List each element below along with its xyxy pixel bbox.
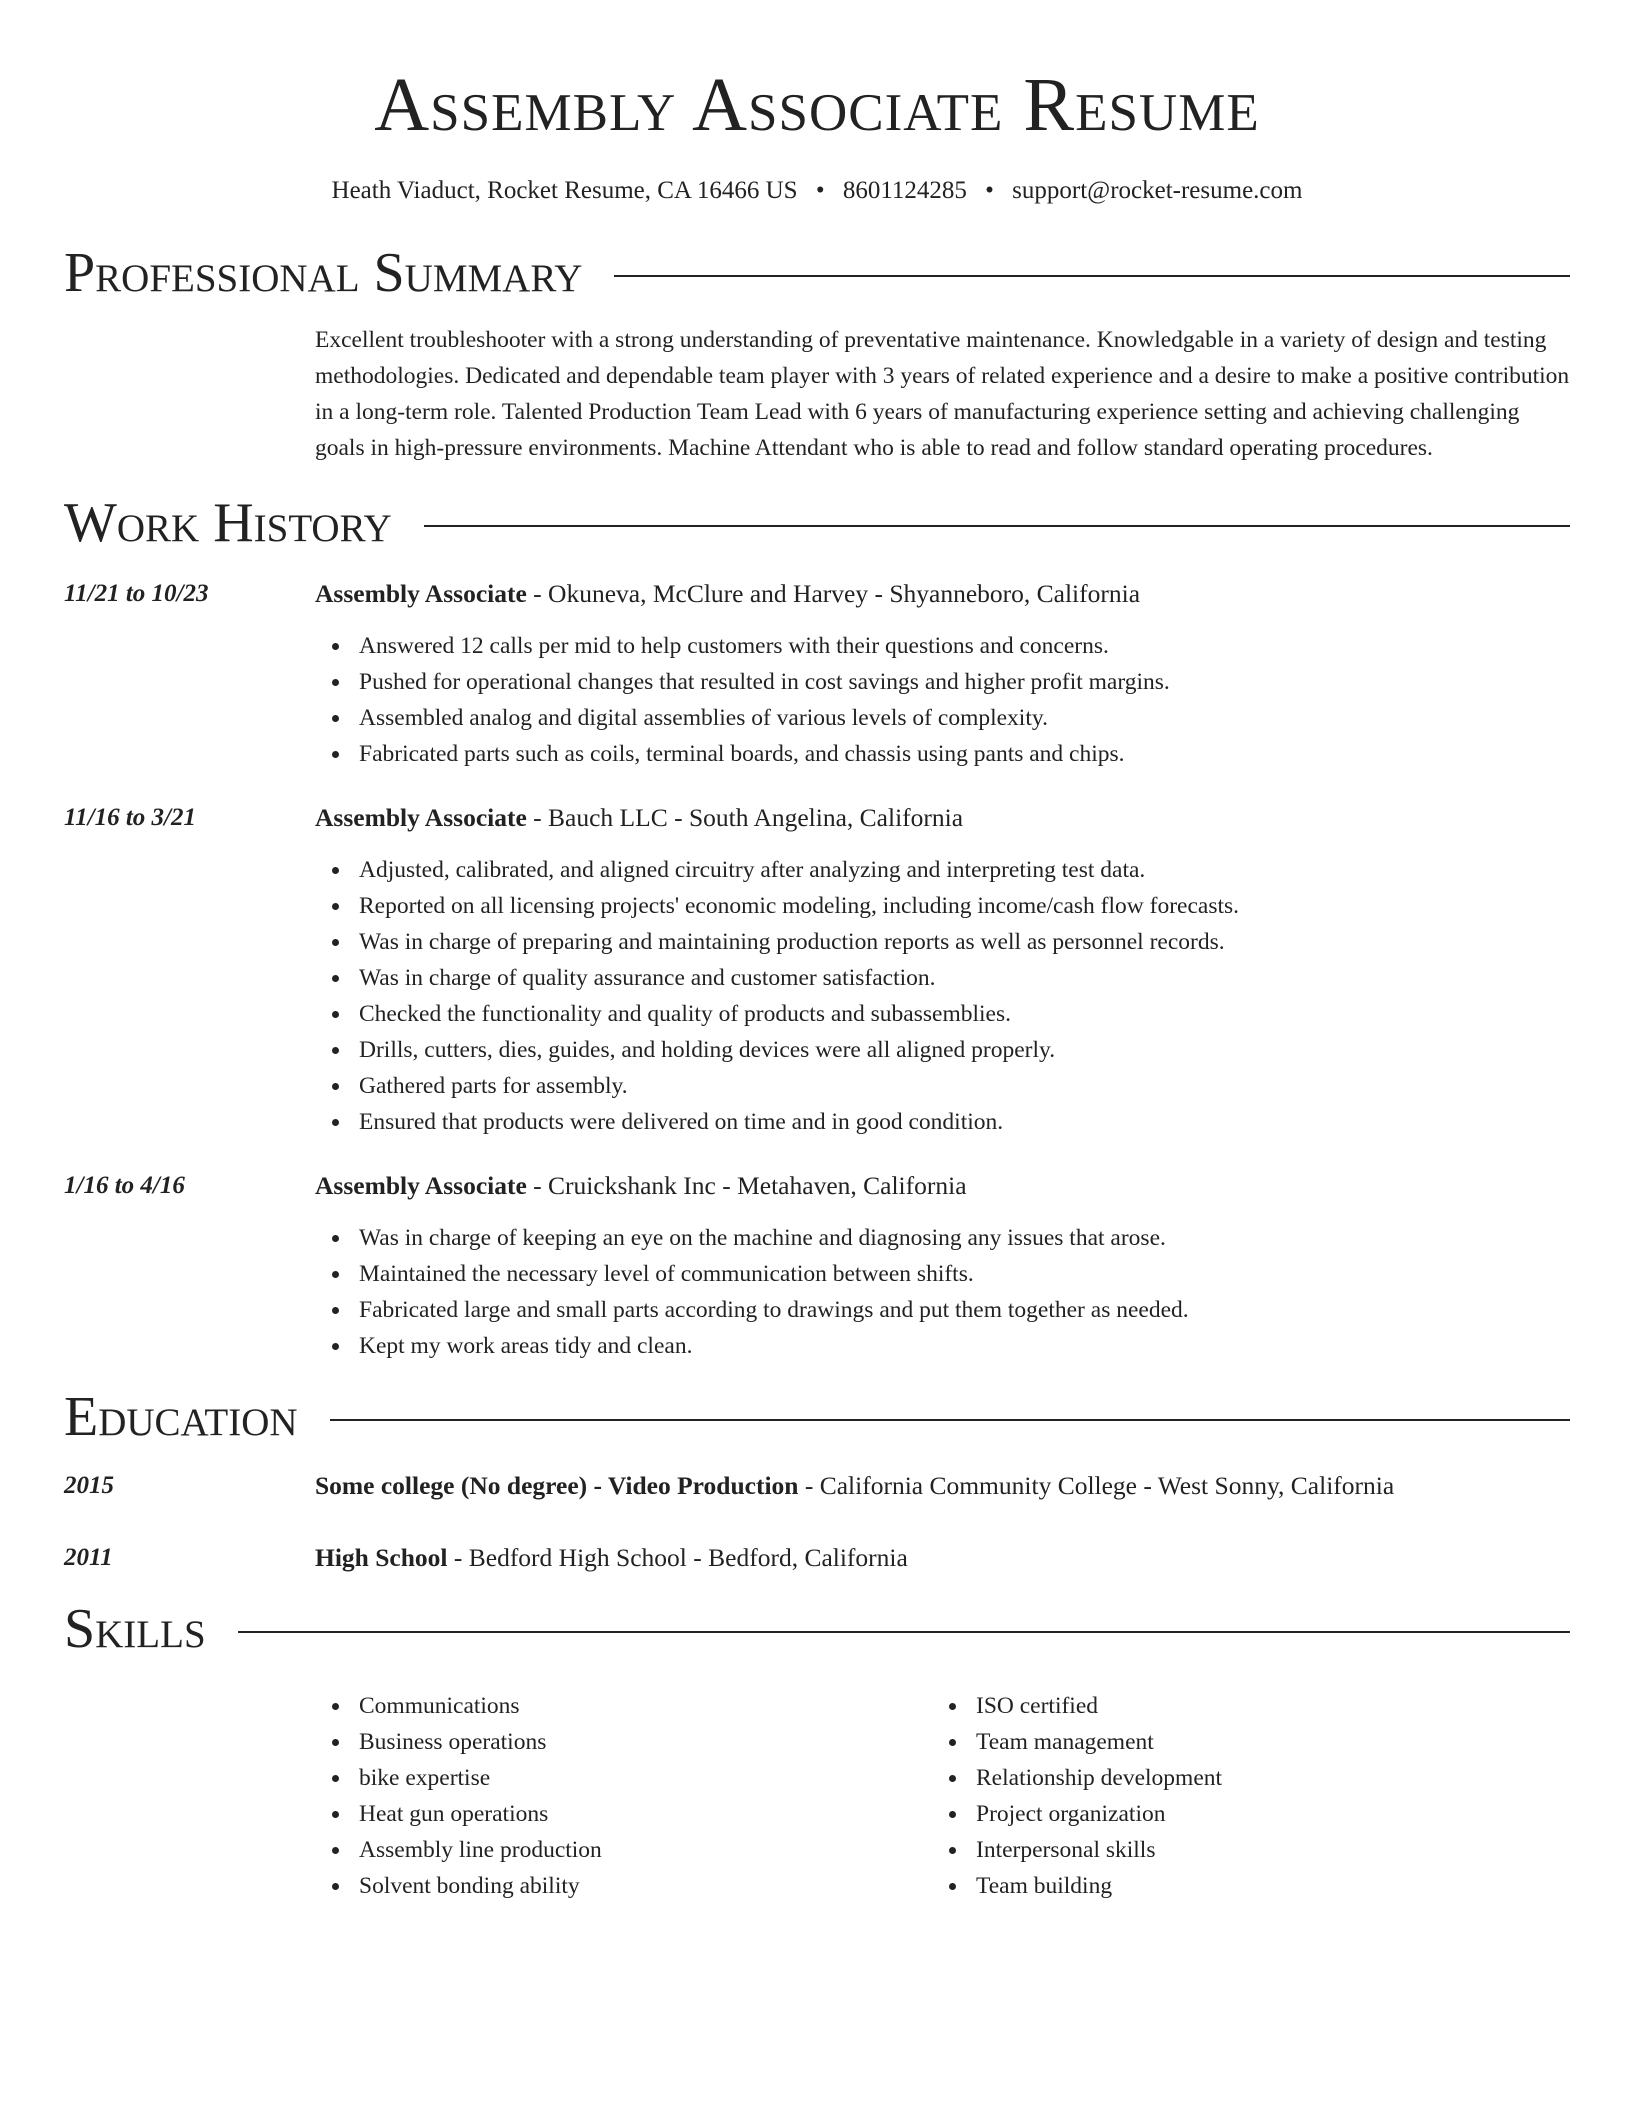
list-item: Maintained the necessary level of communication between shifts. (315, 1256, 1570, 1292)
list-item: Drills, cutters, dies, guides, and holding devices were all aligned properly. (315, 1032, 1570, 1068)
job-title-line (315, 800, 1570, 836)
education-title-line (315, 1468, 1570, 1504)
skill-item: Business operations (315, 1724, 932, 1760)
skills-section-header (64, 1594, 1570, 1664)
skill-item: Team management (932, 1724, 1222, 1760)
skill-item: Solvent bonding ability (315, 1868, 932, 1904)
education-body (315, 1468, 1570, 1504)
skill-item: ISO certified (932, 1688, 1222, 1724)
section-divider (238, 1631, 1570, 1633)
section-divider (330, 1419, 1570, 1421)
skill-item: Relationship development (932, 1760, 1222, 1796)
job-dates: 1/16 to 4/16 (64, 1172, 185, 1199)
skill-item: Heat gun operations (315, 1796, 932, 1832)
contact-phone: 8601124285 (842, 177, 967, 204)
list-item: Reported on all licensing projects' economic modeling, including income/cash flow forecasts. (315, 888, 1570, 924)
job-entry (64, 576, 1570, 772)
education-title-line (315, 1540, 1570, 1576)
job-employer: - Cruickshank Inc - Metahaven, California (526, 1171, 967, 1200)
work-section-header (64, 488, 1570, 558)
education-year: 2011 (64, 1544, 113, 1571)
contact-separator: • (985, 177, 994, 204)
list-item: Fabricated large and small parts according to drawings and put them together as needed. (315, 1292, 1570, 1328)
education-body (315, 1540, 1570, 1576)
education-year: 2015 (64, 1472, 114, 1499)
skill-item: Team building (932, 1868, 1222, 1904)
list-item: Was in charge of quality assurance and customer satisfaction. (315, 960, 1570, 996)
resume-page (64, 60, 1570, 1904)
education-degree: High School (315, 1543, 448, 1572)
list-item: Kept my work areas tidy and clean. (315, 1328, 1570, 1364)
education-entry (64, 1540, 1570, 1576)
contact-separator: • (815, 177, 825, 204)
list-item: Fabricated parts such as coils, terminal boards, and chassis using pants and chips. (315, 736, 1570, 772)
list-item: Was in charge of preparing and maintaining production reports as well as personnel records. (315, 924, 1570, 960)
job-body (315, 576, 1570, 772)
job-duties-list (315, 852, 1570, 1140)
list-item: Answered 12 calls per mid to help customers with their questions and concerns. (315, 628, 1570, 664)
education-section-header (64, 1382, 1570, 1452)
contact-email: support@rocket-resume.com (1012, 177, 1303, 204)
skill-item: Assembly line production (315, 1832, 932, 1868)
job-title-line (315, 576, 1570, 612)
job-title: Assembly Associate (315, 803, 527, 832)
job-duties-list (315, 1220, 1570, 1364)
job-title: Assembly Associate (315, 579, 527, 608)
job-title: Assembly Associate (315, 1171, 527, 1200)
job-entry (64, 800, 1570, 1140)
job-duties-list (315, 628, 1570, 772)
skill-item: Communications (315, 1688, 932, 1724)
education-school: - Bedford High School - Bedford, California (447, 1543, 908, 1572)
skill-item: bike expertise (315, 1760, 932, 1796)
skill-item: Interpersonal skills (932, 1832, 1222, 1868)
section-divider (424, 525, 1570, 527)
skills-list-right (932, 1688, 1222, 1904)
section-divider (614, 275, 1570, 277)
section-heading: Education (64, 1386, 298, 1448)
list-item: Was in charge of keeping an eye on the machine and diagnosing any issues that arose. (315, 1220, 1570, 1256)
skills-list-left (315, 1688, 932, 1904)
section-heading: Professional Summary (64, 242, 583, 304)
section-heading: Skills (64, 1598, 206, 1660)
education-school: - California Community College - West Sonny, California (798, 1471, 1395, 1500)
list-item: Ensured that products were delivered on time and in good condition. (315, 1104, 1570, 1140)
summary-section-header (64, 238, 1570, 308)
list-item: Pushed for operational changes that resulted in cost savings and higher profit margins. (315, 664, 1570, 700)
job-employer: - Okuneva, McClure and Harvey - Shyanneboro, California (526, 579, 1141, 608)
job-body (315, 1168, 1570, 1364)
contact-address: Heath Viaduct, Rocket Resume, CA 16466 US (331, 177, 798, 204)
list-item: Checked the functionality and quality of products and subassemblies. (315, 996, 1570, 1032)
job-title-line (315, 1168, 1570, 1204)
job-dates: 11/16 to 3/21 (64, 804, 196, 831)
job-dates: 11/21 to 10/23 (64, 580, 209, 607)
list-item: Gathered parts for assembly. (315, 1068, 1570, 1104)
education-entry (64, 1468, 1570, 1504)
section-heading: Work History (64, 492, 392, 554)
education-degree: Some college (No degree) - Video Production (315, 1471, 799, 1500)
job-employer: - Bauch LLC - South Angelina, California (526, 803, 964, 832)
job-entry (64, 1168, 1570, 1364)
contact-line (64, 174, 1570, 208)
summary-text: Excellent troubleshooter with a strong understanding of preventative maintenance. Knowledgable in a variety of design and testing methodologies. Dedicated and dependable team player with 3 years of related experience and a desire to make a positive contribution in a long-term role. Talented Production Team Lead with 6 years of manufacturing experience setting and achieving challenging goals in high-pressure environments. Machine Attendant who is able to read and follow standard operating procedures. (315, 327, 1570, 461)
job-body (315, 800, 1570, 1140)
list-item: Assembled analog and digital assemblies of various levels of complexity. (315, 700, 1570, 736)
skill-item: Project organization (932, 1796, 1222, 1832)
list-item: Adjusted, calibrated, and aligned circuitry after analyzing and interpreting test data. (315, 852, 1570, 888)
skills-columns (315, 1688, 1570, 1904)
resume-title: Assembly Associate Resume (374, 63, 1260, 147)
